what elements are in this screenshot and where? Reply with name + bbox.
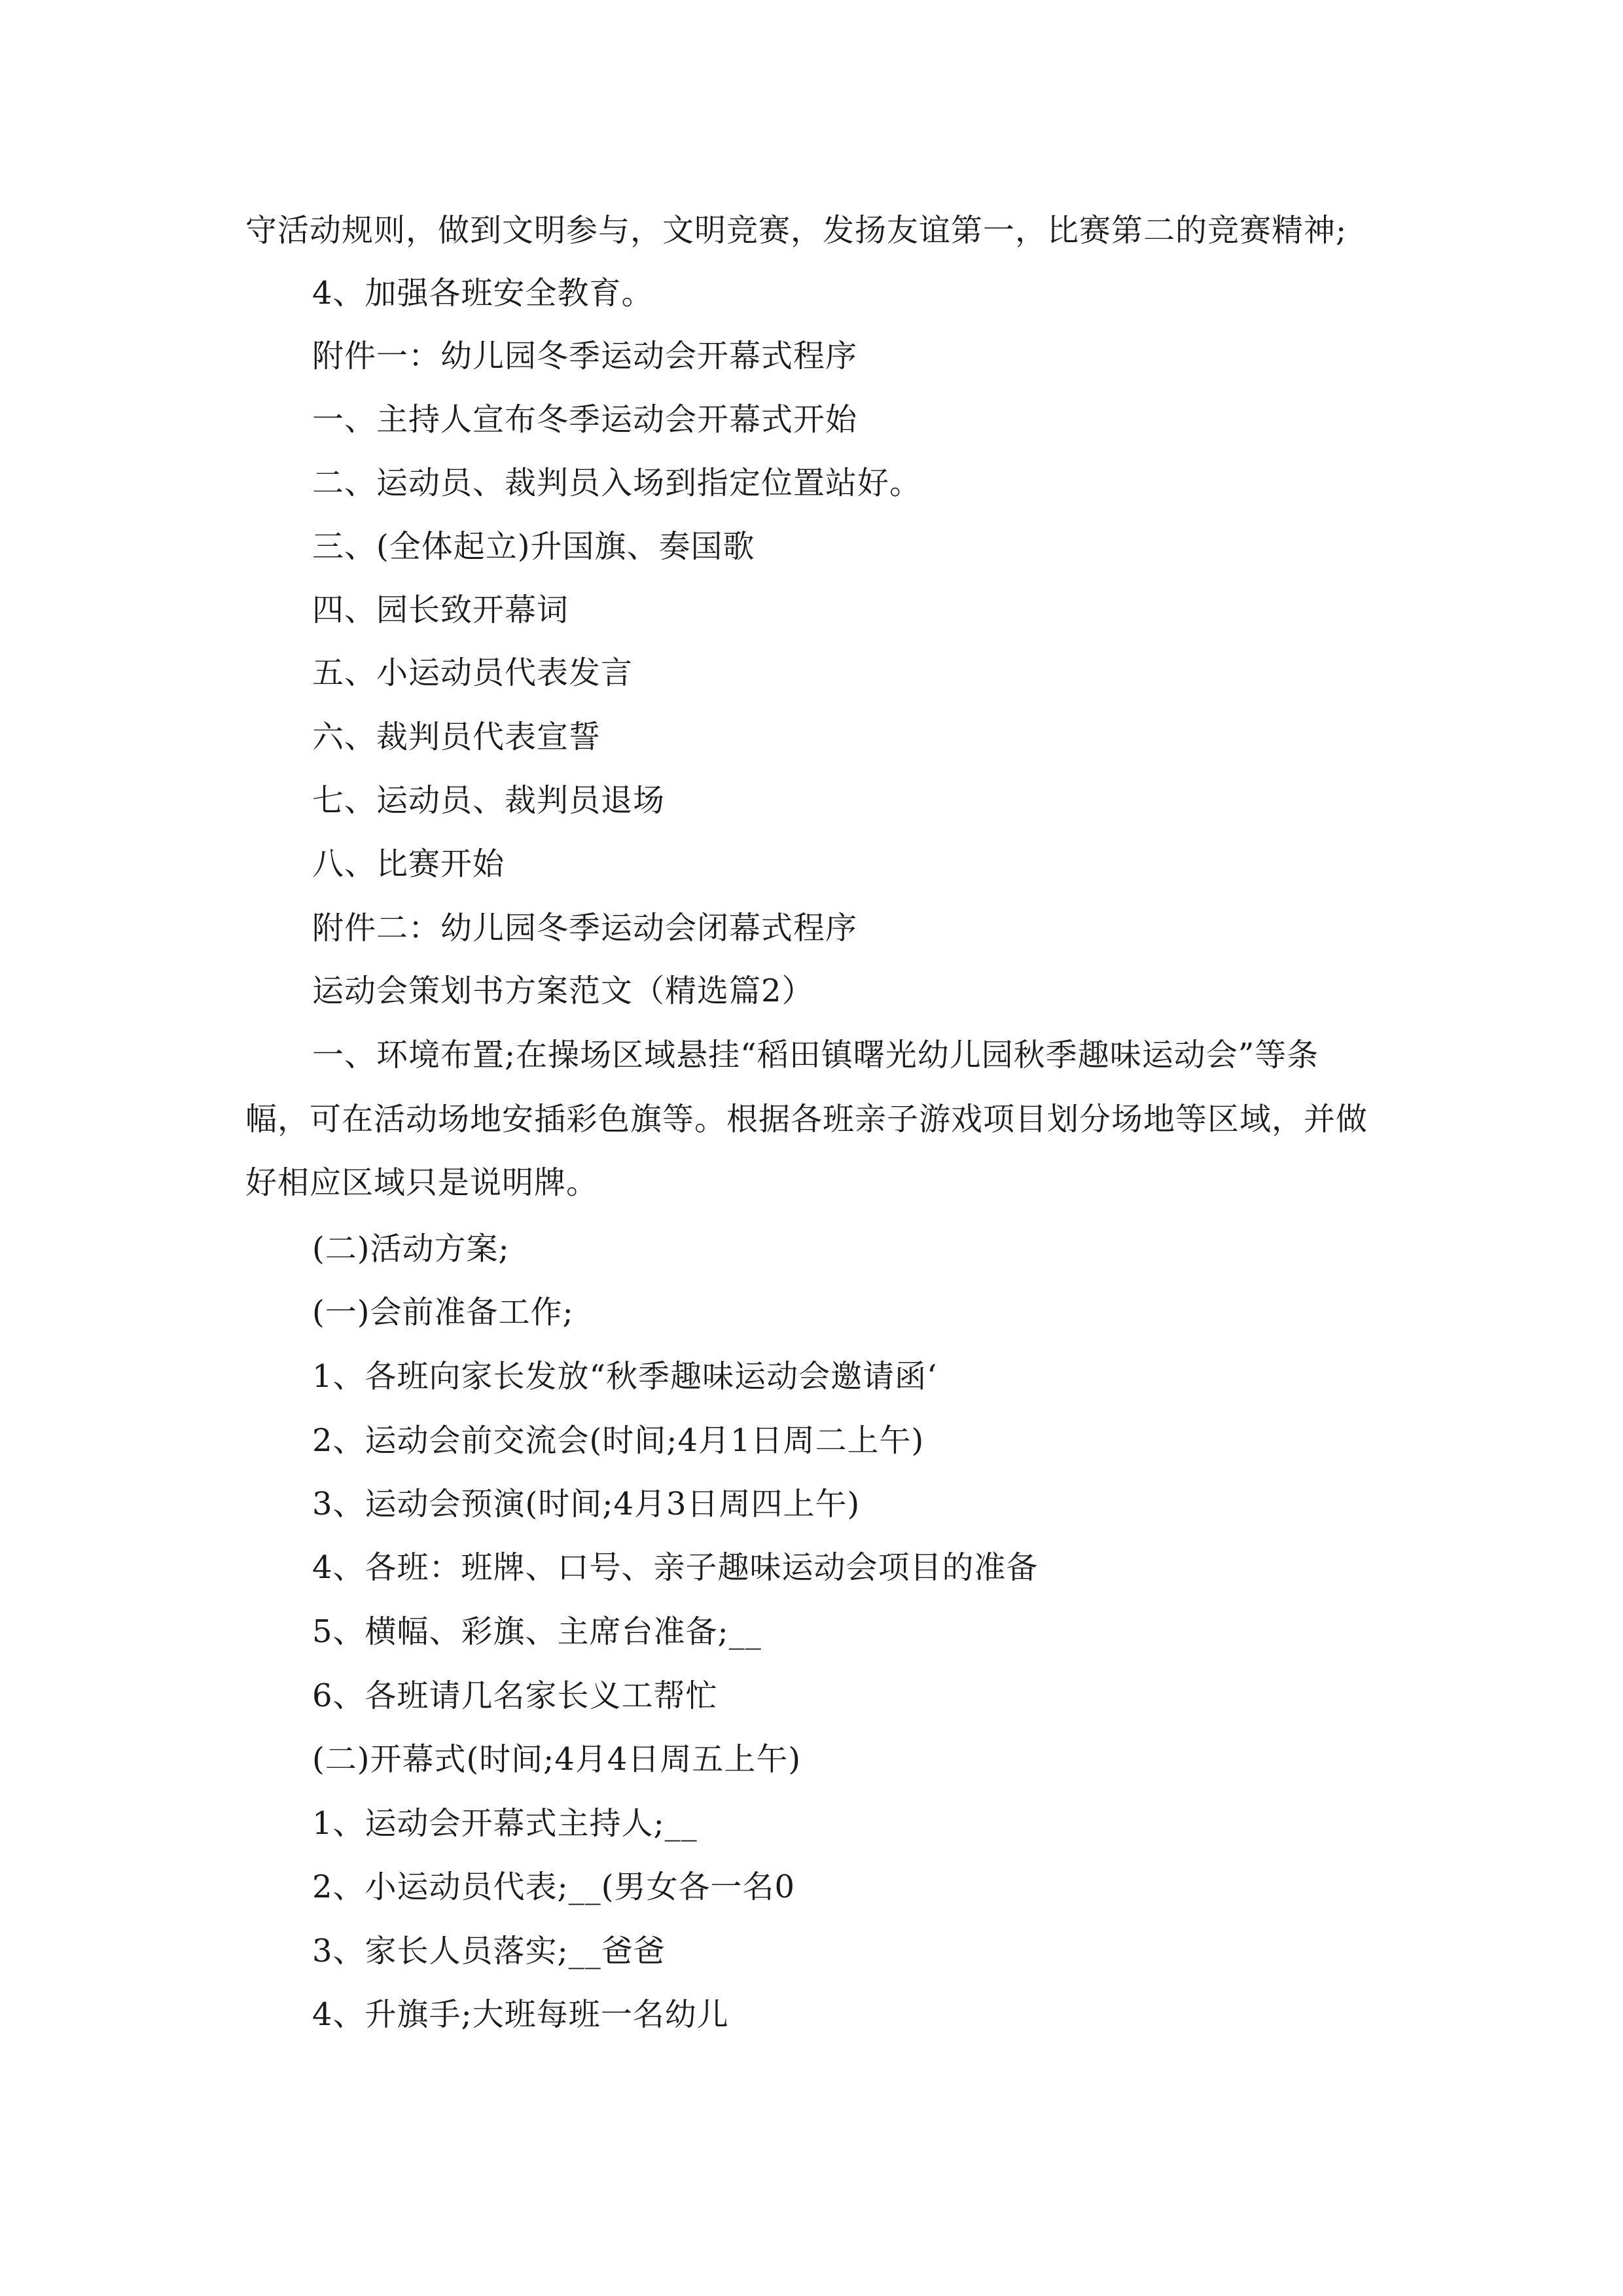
text-line: 1、运动会开幕式主持人;__ bbox=[312, 1805, 698, 1842]
text-line: 4、升旗手;大班每班一名幼儿 bbox=[312, 1996, 729, 2033]
text-line: 6、各班请几名家长义工帮忙 bbox=[312, 1677, 718, 1714]
text-line: 3、运动会预演(时间;4月3日周四上午) bbox=[312, 1486, 861, 1522]
text-line: 七、运动员、裁判员退场 bbox=[312, 782, 666, 819]
text-line: 四、园长致开幕词 bbox=[312, 592, 569, 628]
text-line: 二、运动员、裁判员入场到指定位置站好。 bbox=[312, 465, 922, 501]
text-line: 1、各班向家长发放“秋季趣味运动会邀请函‘ bbox=[312, 1358, 938, 1395]
text-line: 4、加强各班安全教育。 bbox=[312, 275, 654, 312]
text-line: 附件一：幼儿园冬季运动会开幕式程序 bbox=[312, 338, 858, 374]
text-line: 3、家长人员落实;__爸爸 bbox=[312, 1933, 666, 1969]
text-line: (二)活动方案; bbox=[312, 1230, 510, 1267]
text-line: 守活动规则，做到文明参与，文明竞赛，发扬友谊第一，比赛第二的竞赛精神; bbox=[245, 212, 1347, 249]
text-line: (二)开幕式(时间;4月4日周五上午) bbox=[312, 1741, 802, 1778]
text-line: 一、主持人宣布冬季运动会开幕式开始 bbox=[312, 401, 858, 438]
text-line: 运动会策划书方案范文（精选篇2） bbox=[312, 973, 814, 1009]
text-line: 六、裁判员代表宣誓 bbox=[312, 719, 601, 755]
text-line: 2、运动会前交流会(时间;4月1日周二上午) bbox=[312, 1422, 925, 1459]
text-line: 五、小运动员代表发言 bbox=[312, 655, 633, 691]
text-line: 5、横幅、彩旗、主席台准备;__ bbox=[312, 1613, 762, 1650]
text-line: 幅，可在活动场地安插彩色旗等。根据各班亲子游戏项目划分场地等区域，并做 bbox=[245, 1101, 1368, 1138]
text-line: 2、小运动员代表;__(男女各一名0 bbox=[312, 1869, 795, 1905]
text-line: 一、环境布置;在操场区域悬挂“稻田镇曙光幼儿园秋季趣味运动会”等条 bbox=[312, 1037, 1319, 1073]
text-line: 好相应区域只是说明牌。 bbox=[245, 1164, 599, 1201]
text-line: 4、各班：班牌、口号、亲子趣味运动会项目的准备 bbox=[312, 1549, 1039, 1586]
text-line: (一)会前准备工作; bbox=[312, 1294, 574, 1331]
text-line: 附件二：幼儿园冬季运动会闭幕式程序 bbox=[312, 910, 858, 946]
text-line: 八、比赛开始 bbox=[312, 846, 505, 882]
text-line: 三、(全体起立)升国旗、奏国歌 bbox=[312, 528, 755, 565]
